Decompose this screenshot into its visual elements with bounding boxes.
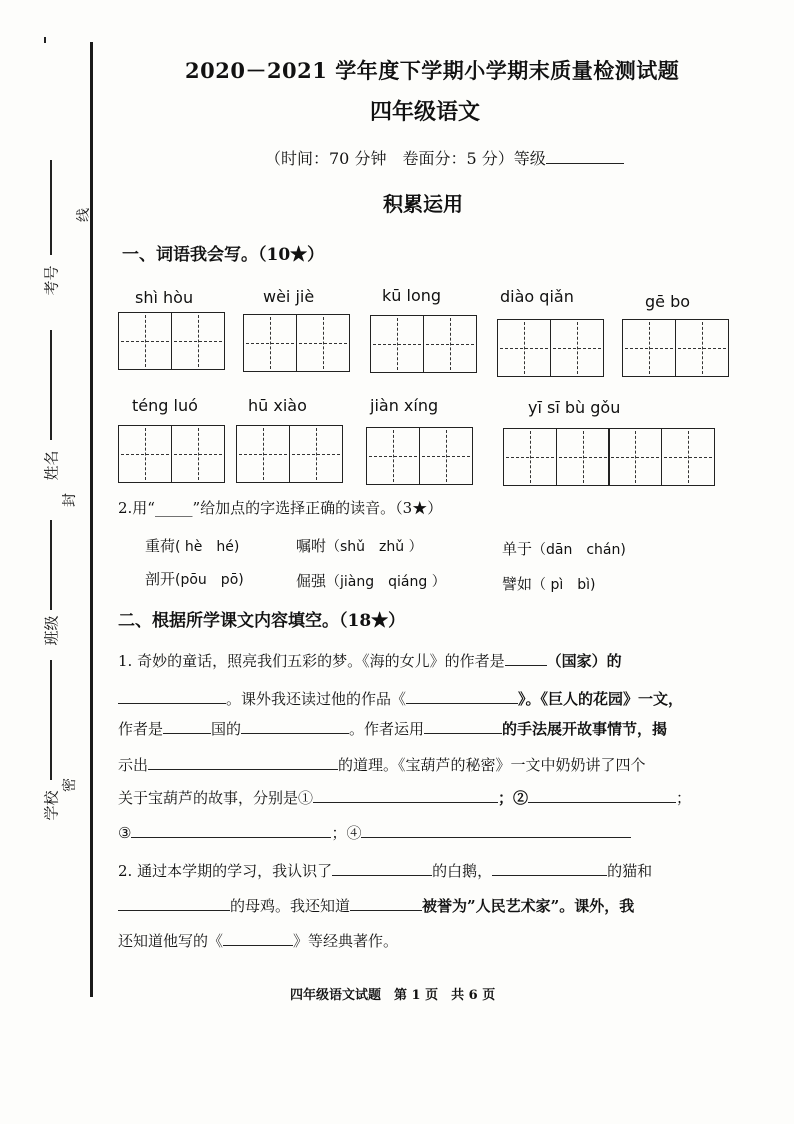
exam-title: 2020－2021 学年度下学期小学期末质量检测试题 <box>185 58 680 83</box>
reading-word: 重荷 <box>145 537 176 555</box>
pinyin-4: diào qiǎn <box>500 287 574 306</box>
reading-word: 嘱咐 <box>296 537 327 555</box>
pinyin-3: kū long <box>382 286 442 305</box>
part1-q2-heading: 2.用“_____”给加点的字选择正确的读音。（3★） <box>118 499 443 517</box>
text: ；② <box>498 789 529 807</box>
page-footer: 四年级语文试题 第 1 页 共 6 页 <box>290 988 496 1003</box>
reading-options: （jiàng qiáng ） <box>326 574 446 590</box>
text: ③ <box>118 824 132 842</box>
text: 》等经典著作。 <box>293 932 399 950</box>
seal-word-seal: 封 <box>62 493 78 507</box>
q2-line-1 <box>118 860 652 881</box>
grid-cell[interactable] <box>675 319 729 377</box>
reading-item[interactable] <box>296 570 446 591</box>
grid-cell[interactable] <box>419 427 473 485</box>
text: 的白鹅， <box>432 862 493 880</box>
writing-grid-9[interactable] <box>503 428 715 486</box>
exam-number-label: 考号 <box>42 265 61 296</box>
answer-blank[interactable] <box>424 719 502 734</box>
reading-options: ( hè hé) <box>175 539 240 555</box>
q1-line-5 <box>118 787 691 808</box>
reading-item[interactable] <box>502 538 626 559</box>
q1-line-1 <box>118 650 622 671</box>
writing-grid-8[interactable] <box>366 427 473 485</box>
grid-cell[interactable] <box>370 315 424 373</box>
grid-cell[interactable] <box>118 425 172 483</box>
grid-cell[interactable] <box>497 319 551 377</box>
time-and-grade-label: （时间：70 分钟 卷面分：5 分）等级 <box>265 149 546 168</box>
text: 。课外我还读过他的作品《 <box>226 690 407 708</box>
q1-line-3 <box>118 718 667 739</box>
part2-heading: 二、根据所学课文内容填空。（18★） <box>118 611 406 631</box>
pinyin-2: wèi jiè <box>263 287 315 306</box>
q1-line-2 <box>118 688 683 709</box>
writing-grid-3[interactable] <box>370 315 477 373</box>
text: 的母鸡。我还知道 <box>230 897 351 915</box>
reading-item[interactable] <box>296 535 423 556</box>
q1-line-6 <box>118 822 631 843</box>
text: 示出 <box>118 756 149 774</box>
grid-cell[interactable] <box>118 312 172 370</box>
binding-line <box>90 42 93 997</box>
q1-line-4 <box>118 754 646 775</box>
pinyin-6: téng luó <box>132 396 198 415</box>
school-label: 学校 <box>42 790 61 821</box>
reading-word: 譬如 <box>502 575 533 593</box>
text: 国的 <box>211 720 242 738</box>
answer-blank[interactable] <box>223 931 293 946</box>
text: 的手法展开故事情节，揭 <box>502 720 668 738</box>
grid-cell[interactable] <box>622 319 676 377</box>
pinyin-8: jiàn xíng <box>370 396 439 415</box>
seal-word-secret: 密 <box>62 778 78 792</box>
pinyin-5: gē bo <box>645 292 691 311</box>
answer-blank[interactable] <box>118 689 226 704</box>
name-label: 姓名 <box>42 450 61 481</box>
q2-line-2 <box>118 895 634 916</box>
text: 的道理。《宝葫芦的秘密》一文中奶奶讲了四个 <box>338 756 646 774</box>
reading-item[interactable] <box>502 573 595 594</box>
text: 关于宝葫芦的故事，分别是① <box>118 789 314 807</box>
answer-blank[interactable] <box>528 788 676 803</box>
class-blank[interactable] <box>50 520 52 610</box>
grid-cell[interactable] <box>243 314 297 372</box>
pinyin-1: shì hòu <box>135 288 194 307</box>
answer-blank[interactable] <box>241 719 349 734</box>
reading-options: (pōu pō) <box>175 572 244 588</box>
text: 的猫和 <box>607 862 653 880</box>
school-blank[interactable] <box>50 660 52 780</box>
grid-cell[interactable] <box>366 427 420 485</box>
text: 2. 通过本学期的学习，我认识了 <box>118 862 333 880</box>
text: 。作者运用 <box>349 720 425 738</box>
grade-blank[interactable] <box>546 149 624 164</box>
grid-cell[interactable] <box>423 315 477 373</box>
name-blank[interactable] <box>50 330 52 440</box>
grid-cell[interactable] <box>550 319 604 377</box>
grid-cell[interactable] <box>503 428 557 486</box>
reading-word: 单于 <box>502 540 533 558</box>
part1-heading: 一、词语我会写。（10★） <box>122 245 325 265</box>
answer-blank[interactable] <box>492 861 607 876</box>
answer-blank[interactable] <box>131 823 331 838</box>
text: 作者是 <box>118 720 164 738</box>
grid-cell[interactable] <box>556 428 610 486</box>
q2-line-3 <box>118 930 398 951</box>
writing-grid-2[interactable] <box>243 314 350 372</box>
margin-tick <box>44 37 46 43</box>
answer-blank[interactable] <box>350 896 422 911</box>
answer-blank[interactable] <box>332 861 432 876</box>
reading-options: （ pì bì) <box>532 577 596 593</box>
grid-cell[interactable] <box>289 425 343 483</box>
exam-meta <box>265 146 624 169</box>
grid-cell[interactable] <box>171 312 225 370</box>
reading-item[interactable] <box>145 535 239 556</box>
answer-blank[interactable] <box>118 896 230 911</box>
exam-number-blank[interactable] <box>50 160 52 255</box>
reading-item[interactable] <box>145 568 244 589</box>
reading-options: （shǔ zhǔ ） <box>326 539 423 555</box>
reading-word: 倔强 <box>296 572 327 590</box>
answer-blank[interactable] <box>505 651 547 666</box>
writing-grid-4[interactable] <box>497 319 604 377</box>
answer-blank[interactable] <box>313 788 498 803</box>
grid-cell[interactable] <box>236 425 290 483</box>
text: ； <box>676 789 692 807</box>
answer-blank[interactable] <box>361 823 631 838</box>
grid-cell[interactable] <box>661 428 715 486</box>
subject-title: 四年级语文 <box>370 99 481 125</box>
writing-grid-7[interactable] <box>236 425 343 483</box>
class-label: 班级 <box>42 615 61 646</box>
pinyin-9: yī sī bù gǒu <box>528 398 621 417</box>
pinyin-7: hū xiào <box>248 396 307 415</box>
answer-blank[interactable] <box>163 719 211 734</box>
text: ；④ <box>331 824 362 842</box>
section-title: 积累运用 <box>383 192 463 216</box>
reading-options: （dān chán) <box>532 542 626 558</box>
text: 还知道他写的《 <box>118 932 224 950</box>
text: 被誉为”人民艺术家”。课外，我 <box>422 897 635 915</box>
writing-grid-5[interactable] <box>622 319 729 377</box>
reading-word: 剖开 <box>145 570 176 588</box>
grid-cell[interactable] <box>608 428 662 486</box>
writing-grid-1[interactable] <box>118 312 225 370</box>
writing-grid-6[interactable] <box>118 425 225 483</box>
answer-blank[interactable] <box>148 755 338 770</box>
text: （国家）的 <box>546 652 622 670</box>
grid-cell[interactable] <box>296 314 350 372</box>
text: 1. 奇妙的童话，照亮我们五彩的梦。《海的女儿》的作者是 <box>118 652 505 670</box>
answer-blank[interactable] <box>406 689 518 704</box>
text: 》。《巨人的花园》一文， <box>518 690 684 708</box>
seal-word-line: 线 <box>76 208 92 222</box>
grid-cell[interactable] <box>171 425 225 483</box>
